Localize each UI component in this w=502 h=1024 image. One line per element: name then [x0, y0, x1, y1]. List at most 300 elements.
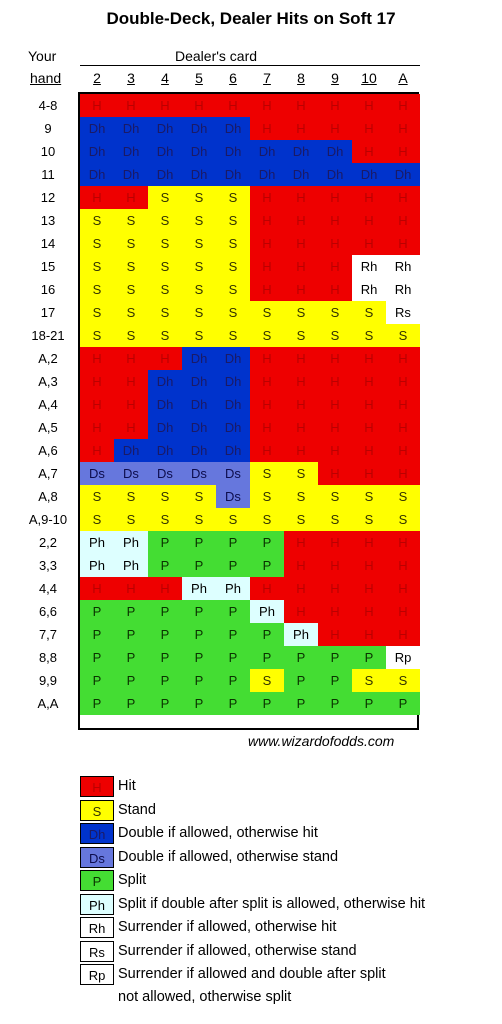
- strategy-cell: S: [114, 232, 148, 255]
- strategy-cell: P: [216, 623, 250, 646]
- strategy-cell: S: [182, 324, 216, 347]
- strategy-cell: P: [352, 646, 386, 669]
- strategy-cell: S: [80, 485, 114, 508]
- strategy-cell: S: [352, 508, 386, 531]
- strategy-cell: S: [250, 324, 284, 347]
- legend-label: Surrender if allowed and double after split: [118, 966, 386, 982]
- legend-swatch: Rp: [80, 964, 114, 985]
- strategy-cell: P: [80, 600, 114, 623]
- strategy-cell: S: [216, 209, 250, 232]
- strategy-cell: P: [114, 669, 148, 692]
- strategy-cell: P: [182, 554, 216, 577]
- strategy-cell: H: [284, 278, 318, 301]
- strategy-cell: H: [80, 94, 114, 117]
- column-header: 9: [331, 70, 339, 86]
- row-label: A,2: [38, 351, 58, 366]
- strategy-cell: H: [352, 623, 386, 646]
- legend-label: Surrender if allowed, otherwise hit: [118, 919, 337, 935]
- strategy-cell: Dh: [148, 140, 182, 163]
- dealer-card-line: [80, 65, 420, 66]
- strategy-cell: H: [80, 393, 114, 416]
- row-label: 16: [40, 282, 56, 297]
- strategy-cell: P: [148, 623, 182, 646]
- strategy-cell: H: [250, 117, 284, 140]
- strategy-cell: H: [352, 140, 386, 163]
- strategy-cell: H: [250, 186, 284, 209]
- strategy-cell: H: [80, 416, 114, 439]
- strategy-cell: P: [114, 692, 148, 715]
- row-label: 3,3: [38, 558, 58, 573]
- column-header: 7: [263, 70, 271, 86]
- strategy-cell: P: [216, 692, 250, 715]
- strategy-cell: H: [284, 94, 318, 117]
- strategy-cell: H: [352, 94, 386, 117]
- row-label: 14: [40, 236, 56, 251]
- strategy-cell: S: [216, 186, 250, 209]
- strategy-cell: H: [284, 600, 318, 623]
- strategy-cell: H: [80, 186, 114, 209]
- strategy-cell: Ds: [182, 462, 216, 485]
- strategy-cell: H: [284, 554, 318, 577]
- strategy-cell: P: [216, 531, 250, 554]
- strategy-cell: Rh: [386, 278, 420, 301]
- strategy-cell: Dh: [318, 140, 352, 163]
- strategy-cell: H: [352, 117, 386, 140]
- strategy-cell: H: [318, 94, 352, 117]
- strategy-cell: S: [148, 186, 182, 209]
- strategy-cell: H: [352, 439, 386, 462]
- strategy-cell: S: [318, 485, 352, 508]
- strategy-cell: H: [284, 209, 318, 232]
- strategy-cell: S: [318, 301, 352, 324]
- strategy-cell: S: [386, 669, 420, 692]
- strategy-cell: H: [148, 94, 182, 117]
- legend-swatch: H: [80, 776, 114, 797]
- strategy-cell: S: [216, 278, 250, 301]
- strategy-cell: Ph: [182, 577, 216, 600]
- strategy-cell: Ds: [216, 462, 250, 485]
- strategy-cell: S: [80, 209, 114, 232]
- strategy-cell: Dh: [284, 140, 318, 163]
- strategy-cell: P: [182, 646, 216, 669]
- strategy-cell: P: [148, 531, 182, 554]
- row-label: 8,8: [38, 650, 58, 665]
- strategy-cell: H: [250, 255, 284, 278]
- strategy-cell: H: [114, 94, 148, 117]
- strategy-cell: S: [284, 462, 318, 485]
- legend-swatch: P: [80, 870, 114, 891]
- strategy-cell: H: [386, 347, 420, 370]
- strategy-cell: H: [250, 416, 284, 439]
- strategy-cell: S: [216, 324, 250, 347]
- strategy-cell: Dh: [216, 347, 250, 370]
- strategy-cell: P: [284, 692, 318, 715]
- strategy-cell: H: [318, 439, 352, 462]
- strategy-cell: Dh: [148, 163, 182, 186]
- strategy-cell: H: [250, 209, 284, 232]
- strategy-cell: P: [148, 554, 182, 577]
- strategy-cell: P: [250, 692, 284, 715]
- strategy-cell: Dh: [182, 439, 216, 462]
- strategy-cell: S: [284, 301, 318, 324]
- column-header: 8: [297, 70, 305, 86]
- strategy-cell: Rh: [352, 278, 386, 301]
- strategy-cell: Dh: [352, 163, 386, 186]
- strategy-cell: H: [250, 370, 284, 393]
- strategy-cell: P: [386, 692, 420, 715]
- strategy-cell: H: [386, 393, 420, 416]
- strategy-cell: S: [216, 301, 250, 324]
- strategy-cell: S: [216, 508, 250, 531]
- strategy-cell: H: [386, 370, 420, 393]
- strategy-cell: H: [80, 439, 114, 462]
- strategy-cell: S: [352, 324, 386, 347]
- strategy-cell: S: [318, 324, 352, 347]
- strategy-cell: H: [114, 370, 148, 393]
- strategy-cell: Dh: [182, 416, 216, 439]
- strategy-cell: Dh: [114, 439, 148, 462]
- strategy-cell: S: [386, 324, 420, 347]
- strategy-cell: H: [352, 209, 386, 232]
- strategy-cell: H: [216, 94, 250, 117]
- legend-label: Double if allowed, otherwise hit: [118, 825, 318, 841]
- legend-label: not allowed, otherwise split: [118, 989, 292, 1005]
- strategy-cell: H: [318, 278, 352, 301]
- legend-label: Hit: [118, 778, 136, 794]
- strategy-cell: H: [318, 393, 352, 416]
- row-label: 4-8: [38, 98, 58, 113]
- strategy-cell: Dh: [182, 117, 216, 140]
- row-label: A,A: [37, 696, 59, 711]
- strategy-cell: S: [148, 278, 182, 301]
- strategy-cell: H: [80, 577, 114, 600]
- strategy-cell: P: [352, 692, 386, 715]
- strategy-cell: S: [114, 278, 148, 301]
- strategy-cell: S: [182, 301, 216, 324]
- strategy-cell: S: [114, 301, 148, 324]
- strategy-cell: Ds: [216, 485, 250, 508]
- strategy-cell: P: [114, 600, 148, 623]
- strategy-cell: H: [352, 347, 386, 370]
- strategy-cell: S: [114, 209, 148, 232]
- strategy-cell: S: [284, 485, 318, 508]
- strategy-cell: P: [284, 646, 318, 669]
- strategy-cell: P: [182, 531, 216, 554]
- strategy-cell: P: [250, 646, 284, 669]
- row-label: A,6: [38, 443, 58, 458]
- strategy-cell: S: [114, 255, 148, 278]
- strategy-cell: Dh: [80, 117, 114, 140]
- strategy-cell: Ph: [284, 623, 318, 646]
- strategy-cell: S: [80, 324, 114, 347]
- strategy-cell: H: [80, 347, 114, 370]
- strategy-cell: H: [250, 439, 284, 462]
- strategy-cell: H: [284, 347, 318, 370]
- strategy-cell: Ph: [80, 554, 114, 577]
- strategy-cell: P: [216, 669, 250, 692]
- strategy-cell: H: [318, 623, 352, 646]
- strategy-cell: S: [114, 324, 148, 347]
- legend-swatch: Rh: [80, 917, 114, 938]
- strategy-cell: H: [352, 462, 386, 485]
- strategy-cell: H: [284, 439, 318, 462]
- strategy-cell: H: [318, 347, 352, 370]
- strategy-cell: S: [352, 485, 386, 508]
- strategy-cell: S: [80, 508, 114, 531]
- strategy-cell: H: [352, 416, 386, 439]
- strategy-cell: S: [284, 508, 318, 531]
- row-label: 17: [40, 305, 56, 320]
- legend-label: Split if double after split is allowed, otherwise hit: [118, 895, 426, 912]
- strategy-cell: H: [352, 531, 386, 554]
- strategy-cell: P: [114, 646, 148, 669]
- legend-label: Split: [118, 872, 147, 888]
- strategy-cell: H: [250, 94, 284, 117]
- strategy-cell: H: [386, 140, 420, 163]
- strategy-cell: P: [80, 623, 114, 646]
- strategy-cell: P: [80, 669, 114, 692]
- row-label: 18-21: [31, 328, 65, 343]
- strategy-cell: S: [250, 669, 284, 692]
- strategy-cell: H: [318, 117, 352, 140]
- strategy-cell: Ph: [114, 531, 148, 554]
- row-label: A,4: [38, 397, 58, 412]
- strategy-cell: S: [148, 209, 182, 232]
- strategy-cell: P: [114, 623, 148, 646]
- strategy-cell: Ph: [114, 554, 148, 577]
- strategy-cell: Dh: [80, 140, 114, 163]
- row-label: A,5: [38, 420, 58, 435]
- strategy-cell: Dh: [216, 140, 250, 163]
- strategy-cell: H: [386, 117, 420, 140]
- strategy-cell: H: [386, 531, 420, 554]
- strategy-cell: P: [80, 692, 114, 715]
- strategy-cell: H: [318, 255, 352, 278]
- strategy-cell: H: [284, 393, 318, 416]
- strategy-cell: H: [386, 623, 420, 646]
- strategy-cell: S: [148, 485, 182, 508]
- strategy-cell: Rp: [386, 646, 420, 669]
- row-label: A,3: [38, 374, 58, 389]
- strategy-cell: H: [352, 186, 386, 209]
- strategy-cell: H: [386, 416, 420, 439]
- strategy-cell: S: [352, 669, 386, 692]
- strategy-cell: P: [216, 554, 250, 577]
- strategy-cell: Rh: [352, 255, 386, 278]
- strategy-cell: Dh: [148, 117, 182, 140]
- strategy-cell: H: [318, 531, 352, 554]
- strategy-cell: P: [148, 669, 182, 692]
- strategy-cell: S: [114, 485, 148, 508]
- strategy-cell: S: [182, 232, 216, 255]
- row-label: 4,4: [38, 581, 58, 596]
- row-label: A,8: [38, 489, 58, 504]
- strategy-cell: S: [386, 508, 420, 531]
- strategy-cell: H: [386, 94, 420, 117]
- strategy-cell: H: [386, 577, 420, 600]
- strategy-cell: H: [114, 393, 148, 416]
- strategy-cell: P: [182, 623, 216, 646]
- strategy-cell: Dh: [250, 163, 284, 186]
- hand-label: hand: [30, 70, 62, 86]
- strategy-cell: H: [114, 347, 148, 370]
- strategy-cell: Dh: [216, 439, 250, 462]
- strategy-cell: Ds: [114, 462, 148, 485]
- strategy-cell: S: [182, 186, 216, 209]
- strategy-cell: H: [386, 462, 420, 485]
- strategy-cell: S: [148, 508, 182, 531]
- strategy-grid: [78, 92, 419, 730]
- strategy-cell: S: [182, 209, 216, 232]
- strategy-cell: H: [352, 370, 386, 393]
- strategy-cell: P: [148, 646, 182, 669]
- strategy-cell: P: [250, 554, 284, 577]
- strategy-cell: P: [216, 646, 250, 669]
- strategy-cell: H: [148, 577, 182, 600]
- strategy-cell: S: [284, 324, 318, 347]
- row-label: 13: [40, 213, 56, 228]
- legend-label: Stand: [118, 801, 156, 818]
- strategy-cell: Dh: [250, 140, 284, 163]
- row-label: 15: [40, 259, 56, 274]
- legend-swatch: Ds: [80, 847, 114, 868]
- strategy-cell: H: [318, 416, 352, 439]
- strategy-cell: H: [114, 416, 148, 439]
- strategy-cell: Dh: [148, 439, 182, 462]
- strategy-cell: H: [182, 94, 216, 117]
- strategy-cell: H: [318, 186, 352, 209]
- strategy-cell: H: [250, 232, 284, 255]
- row-label: 11: [41, 167, 55, 182]
- strategy-cell: S: [250, 301, 284, 324]
- strategy-cell: H: [284, 577, 318, 600]
- column-header: 5: [195, 70, 203, 86]
- strategy-cell: H: [386, 232, 420, 255]
- row-label: 10: [40, 144, 56, 159]
- strategy-cell: Ph: [250, 600, 284, 623]
- strategy-cell: S: [148, 255, 182, 278]
- your-label: Your: [28, 48, 57, 64]
- strategy-cell: Ph: [216, 577, 250, 600]
- strategy-cell: H: [148, 347, 182, 370]
- strategy-cell: Dh: [182, 347, 216, 370]
- column-header: 6: [229, 70, 237, 86]
- strategy-cell: H: [284, 416, 318, 439]
- strategy-cell: S: [182, 508, 216, 531]
- row-label: 2,2: [38, 535, 58, 550]
- row-label: 12: [40, 190, 56, 205]
- strategy-cell: P: [182, 669, 216, 692]
- strategy-cell: H: [284, 370, 318, 393]
- strategy-cell: H: [352, 393, 386, 416]
- strategy-cell: Rh: [386, 255, 420, 278]
- strategy-cell: H: [386, 554, 420, 577]
- strategy-cell: P: [148, 692, 182, 715]
- strategy-cell: H: [284, 186, 318, 209]
- strategy-cell: P: [250, 531, 284, 554]
- legend-swatch: Dh: [80, 823, 114, 844]
- strategy-cell: H: [114, 186, 148, 209]
- row-label: 7,7: [38, 627, 58, 642]
- strategy-cell: H: [352, 554, 386, 577]
- row-label: 9: [44, 121, 52, 136]
- dealer-card-label: Dealer's card: [175, 48, 258, 64]
- strategy-cell: H: [250, 577, 284, 600]
- strategy-cell: S: [114, 508, 148, 531]
- strategy-cell: S: [80, 232, 114, 255]
- strategy-cell: H: [352, 600, 386, 623]
- strategy-cell: Dh: [216, 117, 250, 140]
- strategy-cell: P: [318, 692, 352, 715]
- strategy-cell: S: [318, 508, 352, 531]
- strategy-cell: S: [250, 462, 284, 485]
- strategy-cell: S: [216, 232, 250, 255]
- strategy-cell: H: [318, 462, 352, 485]
- legend-label: Surrender if allowed, otherwise stand: [118, 942, 357, 959]
- legend-swatch: S: [80, 800, 114, 821]
- strategy-cell: H: [250, 393, 284, 416]
- strategy-cell: Ds: [148, 462, 182, 485]
- strategy-cell: H: [284, 117, 318, 140]
- strategy-cell: S: [250, 485, 284, 508]
- strategy-cell: P: [318, 669, 352, 692]
- strategy-cell: Dh: [216, 393, 250, 416]
- strategy-cell: Dh: [182, 370, 216, 393]
- strategy-cell: Dh: [114, 140, 148, 163]
- strategy-cell: H: [284, 531, 318, 554]
- strategy-cell: P: [148, 600, 182, 623]
- column-header: 3: [127, 70, 135, 86]
- legend-label: Double if allowed, otherwise stand: [118, 848, 339, 865]
- strategy-cell: H: [318, 600, 352, 623]
- chart-title: Double-Deck, Dealer Hits on Soft 17: [106, 9, 396, 28]
- strategy-cell: S: [148, 232, 182, 255]
- strategy-cell: S: [182, 278, 216, 301]
- strategy-cell: Dh: [284, 163, 318, 186]
- strategy-cell: Dh: [216, 163, 250, 186]
- strategy-cell: S: [386, 485, 420, 508]
- strategy-cell: S: [80, 278, 114, 301]
- column-header: 10: [361, 70, 377, 86]
- strategy-cell: H: [386, 186, 420, 209]
- strategy-cell: Dh: [148, 393, 182, 416]
- row-label: 6,6: [38, 604, 58, 619]
- strategy-cell: H: [284, 255, 318, 278]
- strategy-cell: S: [80, 255, 114, 278]
- strategy-cell: H: [352, 232, 386, 255]
- strategy-cell: H: [352, 577, 386, 600]
- legend-swatch: Ph: [80, 894, 114, 915]
- legend-swatch: Rs: [80, 941, 114, 962]
- strategy-cell: S: [148, 301, 182, 324]
- strategy-cell: P: [318, 646, 352, 669]
- strategy-cell: H: [318, 554, 352, 577]
- strategy-cell: H: [250, 347, 284, 370]
- strategy-cell: P: [216, 600, 250, 623]
- strategy-cell: Dh: [148, 416, 182, 439]
- strategy-cell: H: [80, 370, 114, 393]
- strategy-cell: Rs: [386, 301, 420, 324]
- strategy-cell: H: [318, 232, 352, 255]
- strategy-cell: Dh: [182, 140, 216, 163]
- strategy-cell: H: [386, 209, 420, 232]
- strategy-cell: H: [318, 209, 352, 232]
- row-label: 9,9: [38, 673, 58, 688]
- strategy-cell: Dh: [148, 370, 182, 393]
- strategy-cell: Dh: [386, 163, 420, 186]
- strategy-cell: H: [284, 232, 318, 255]
- strategy-cell: P: [80, 646, 114, 669]
